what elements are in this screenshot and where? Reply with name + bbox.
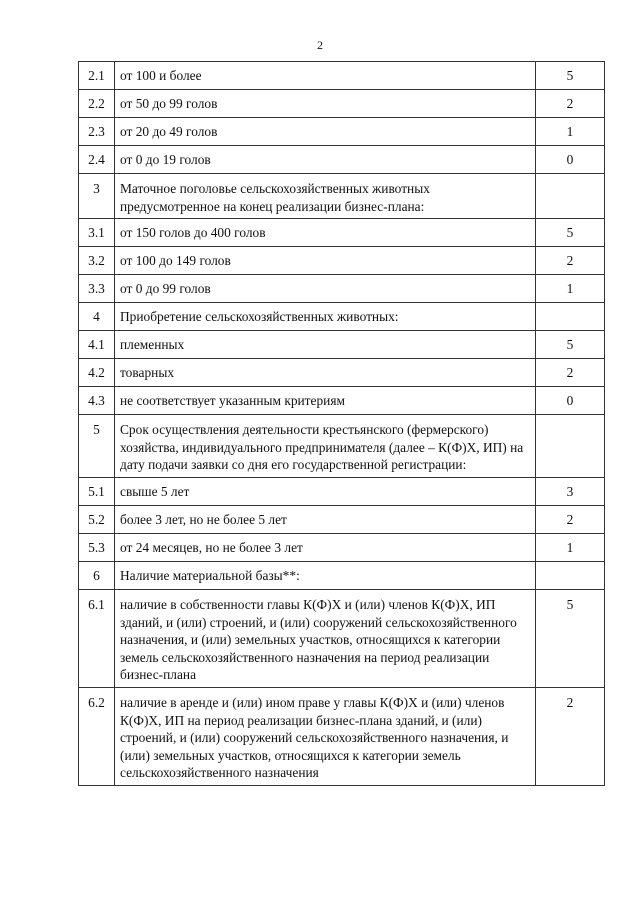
row-number-cell: 4.2 bbox=[79, 359, 115, 387]
criterion-row bbox=[79, 387, 605, 415]
score-cell bbox=[536, 303, 605, 331]
criterion-row bbox=[79, 533, 605, 561]
criterion-text-cell: товарных bbox=[115, 359, 536, 387]
row-number-cell: 2.2 bbox=[79, 90, 115, 118]
criterion-row bbox=[79, 331, 605, 359]
criterion-row bbox=[79, 146, 605, 174]
criterion-row bbox=[79, 62, 605, 90]
score-cell: 2 bbox=[536, 359, 605, 387]
score-cell: 1 bbox=[536, 118, 605, 146]
row-number-cell: 2.3 bbox=[79, 118, 115, 146]
row-number-cell: 6.2 bbox=[79, 687, 115, 785]
criteria-table bbox=[78, 61, 605, 786]
row-number-cell: 2.4 bbox=[79, 146, 115, 174]
criterion-row bbox=[79, 247, 605, 275]
criterion-text-cell: наличие в аренде и (или) ином праве у главы К(Ф)Х и (или) членов К(Ф)Х, ИП на период реализации бизнес-плана зданий, и (или) строений, и (или) сооружений сельскохозяйственного назначения, и (или) земельных участков, относящихся к категории земель сельскохозяйственного назначения bbox=[115, 687, 536, 785]
score-cell: 5 bbox=[536, 331, 605, 359]
row-number-cell: 3 bbox=[79, 174, 115, 219]
criterion-text-cell: от 150 голов до 400 голов bbox=[115, 219, 536, 247]
row-number-cell: 5.3 bbox=[79, 533, 115, 561]
row-number-cell: 2.1 bbox=[79, 62, 115, 90]
criterion-text-cell: от 20 до 49 голов bbox=[115, 118, 536, 146]
section-row bbox=[79, 174, 605, 219]
row-number-cell: 4 bbox=[79, 303, 115, 331]
criterion-text-cell: не соответствует указанным критериям bbox=[115, 387, 536, 415]
criterion-text-cell: от 24 месяцев, но не более 3 лет bbox=[115, 533, 536, 561]
criterion-row bbox=[79, 687, 605, 785]
criterion-row bbox=[79, 275, 605, 303]
row-number-cell: 3.3 bbox=[79, 275, 115, 303]
section-row bbox=[79, 303, 605, 331]
row-number-cell: 6 bbox=[79, 561, 115, 589]
criterion-row bbox=[79, 589, 605, 687]
row-number-cell: 5.2 bbox=[79, 505, 115, 533]
criterion-row bbox=[79, 505, 605, 533]
score-cell bbox=[536, 561, 605, 589]
score-cell bbox=[536, 174, 605, 219]
section-row bbox=[79, 415, 605, 478]
criterion-text-cell: Маточное поголовье сельскохозяйственных животных предусмотренное на конец реализации бизнес-плана: bbox=[115, 174, 536, 219]
section-row bbox=[79, 561, 605, 589]
score-cell: 2 bbox=[536, 247, 605, 275]
score-cell: 5 bbox=[536, 219, 605, 247]
row-number-cell: 3.1 bbox=[79, 219, 115, 247]
criterion-text-cell: от 100 и более bbox=[115, 62, 536, 90]
score-cell: 1 bbox=[536, 275, 605, 303]
row-number-cell: 6.1 bbox=[79, 589, 115, 687]
score-cell: 2 bbox=[536, 505, 605, 533]
score-cell: 2 bbox=[536, 90, 605, 118]
row-number-cell: 5 bbox=[79, 415, 115, 478]
row-number-cell: 4.3 bbox=[79, 387, 115, 415]
row-number-cell: 5.1 bbox=[79, 477, 115, 505]
score-cell: 0 bbox=[536, 146, 605, 174]
criterion-text-cell: более 3 лет, но не более 5 лет bbox=[115, 505, 536, 533]
criterion-row bbox=[79, 118, 605, 146]
row-number-cell: 3.2 bbox=[79, 247, 115, 275]
score-cell bbox=[536, 415, 605, 478]
criterion-row bbox=[79, 477, 605, 505]
criterion-row bbox=[79, 359, 605, 387]
score-cell: 3 bbox=[536, 477, 605, 505]
row-number-cell: 4.1 bbox=[79, 331, 115, 359]
criterion-text-cell: от 0 до 19 голов bbox=[115, 146, 536, 174]
criterion-text-cell: наличие в собственности главы К(Ф)Х и (или) членов К(Ф)Х, ИП зданий, и (или) строений, и (или) сооружений сельскохозяйственного назначения, и (или) земельных участков, относящихся к категории земель сельскохозяйственного назначения на период реализации бизнес-плана bbox=[115, 589, 536, 687]
score-cell: 2 bbox=[536, 687, 605, 785]
page-number: 2 bbox=[317, 38, 323, 52]
criterion-text-cell: от 100 до 149 голов bbox=[115, 247, 536, 275]
score-cell: 0 bbox=[536, 387, 605, 415]
score-cell: 5 bbox=[536, 589, 605, 687]
score-cell: 5 bbox=[536, 62, 605, 90]
score-cell: 1 bbox=[536, 533, 605, 561]
criterion-text-cell: свыше 5 лет bbox=[115, 477, 536, 505]
criteria-table-body bbox=[79, 62, 605, 786]
criterion-text-cell: Срок осуществления деятельности крестьянского (фермерского) хозяйства, индивидуального предпринимателя (далее – К(Ф)Х, ИП) на дату подачи заявки со дня его государственной регистрации: bbox=[115, 415, 536, 478]
criterion-text-cell: Наличие материальной базы**: bbox=[115, 561, 536, 589]
criterion-text-cell: от 0 до 99 голов bbox=[115, 275, 536, 303]
criterion-text-cell: племенных bbox=[115, 331, 536, 359]
criterion-text-cell: от 50 до 99 голов bbox=[115, 90, 536, 118]
criterion-text-cell: Приобретение сельскохозяйственных животных: bbox=[115, 303, 536, 331]
criterion-row bbox=[79, 90, 605, 118]
criterion-row bbox=[79, 219, 605, 247]
